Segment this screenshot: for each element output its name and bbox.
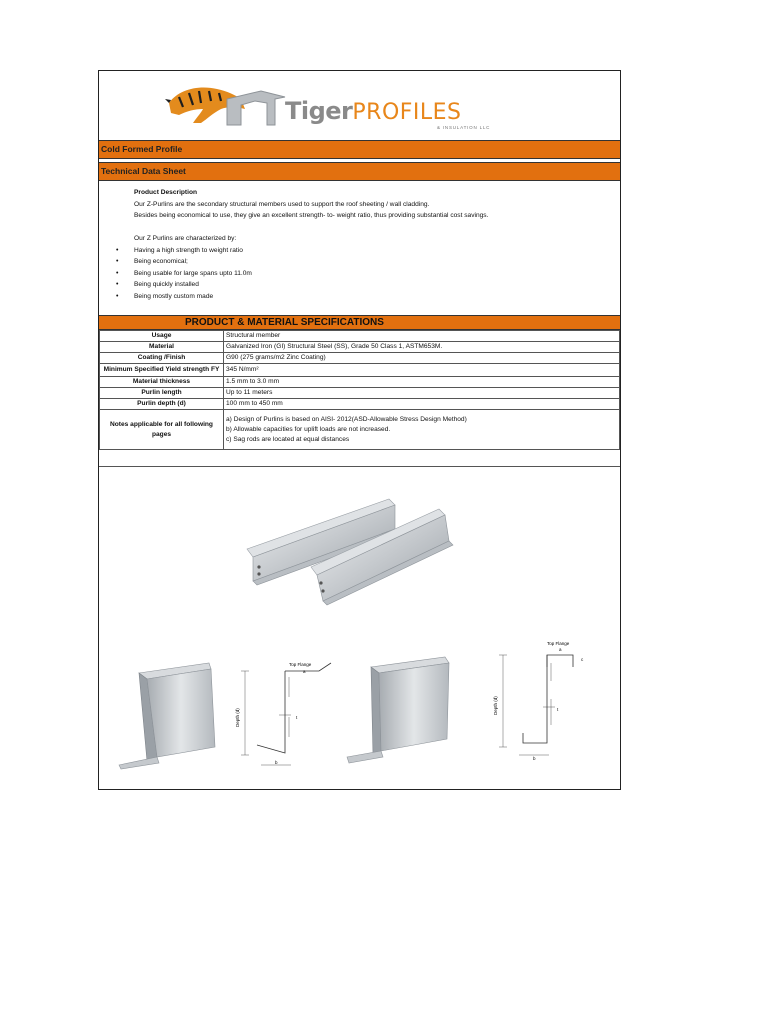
subtitle-bar: Technical Data Sheet <box>99 162 620 181</box>
specifications-heading-text: PRODUCT & MATERIAL SPECIFICATIONS <box>185 317 384 328</box>
note-item: a) Design of Purlins is based on AISI- 2012(ASD-Allowable Stress Design Method) <box>226 415 467 423</box>
list-item: • Being usable for large spans upto 11.0m <box>134 268 604 280</box>
spec-value: Galvanized Iron (GI) Structural Steel (SS), Grade 50 Class 1, ASTM653M. <box>224 342 620 353</box>
spec-label: Usage <box>100 331 224 342</box>
table-row <box>100 331 620 342</box>
table-row <box>100 364 620 377</box>
spec-label: Material thickness <box>100 377 224 388</box>
purlin-drawings <box>99 467 620 792</box>
tiger-logo-icon <box>165 79 295 135</box>
z-purlin-render-2 <box>347 657 449 763</box>
description-line: Our Z-Purlins are the secondary structural members used to support the roof sheeting / wall cladding. <box>134 200 430 208</box>
note-item: b) Allowable capacities for uplift loads are not increased. <box>226 425 391 433</box>
spec-label: Material <box>100 342 224 353</box>
z-section-drawing-1 <box>241 663 331 765</box>
title-bar: Cold Formed Profile <box>99 140 620 159</box>
table-row <box>100 410 620 450</box>
table-row <box>100 399 620 410</box>
list-item: • Being quickly installed <box>134 279 604 291</box>
brand-name <box>285 97 462 125</box>
feature-list <box>134 245 604 303</box>
brand-tagline: & INSULATION LLC <box>437 125 491 130</box>
brand-profiles-text: PROFILES <box>352 100 462 125</box>
list-item: • Being economical; <box>134 256 604 268</box>
characterized-intro: Our Z Purlins are characterized by: <box>134 235 237 242</box>
specifications-heading <box>99 315 620 330</box>
table-row <box>100 388 620 399</box>
dim-b-label: b <box>275 760 278 765</box>
dim-a-label: a <box>303 669 306 674</box>
dim-t-label: t <box>557 707 559 712</box>
product-description <box>134 187 604 302</box>
spec-value: Up to 11 meters <box>224 388 620 399</box>
brand-tiger-text: Tiger <box>285 97 353 125</box>
note-item: c) Sag rods are located at equal distances <box>226 435 350 443</box>
spec-value: 1.5 mm to 3.0 mm <box>224 377 620 388</box>
notes-label: Notes applicable for all following pages <box>100 410 224 450</box>
spec-value: G90 (275 grams/m2 Zinc Coating) <box>224 353 620 364</box>
description-line: Besides being economical to use, they give an excellent strength- to- weight ratio, thus providing substantial cost savings. <box>134 212 489 219</box>
table-row <box>100 342 620 353</box>
spec-label: Minimum Specified Yield strength FY <box>100 364 224 377</box>
depth-label: Depth (d) <box>493 696 498 715</box>
company-logo <box>165 79 495 135</box>
dim-c-label: c <box>581 657 584 662</box>
specifications-table <box>99 330 620 450</box>
dim-b-label: b <box>533 756 536 761</box>
top-flange-label: Top Flange <box>289 662 312 667</box>
description-heading: Product Description <box>134 189 198 196</box>
table-row <box>100 377 620 388</box>
spec-label: Purlin depth (d) <box>100 399 224 410</box>
list-item: • Having a high strength to weight ratio <box>134 245 604 257</box>
list-item: • Being mostly custom made <box>134 291 604 303</box>
dim-a-label: a <box>559 647 562 652</box>
depth-label: Depth (d) <box>235 708 240 727</box>
notes-cell <box>224 410 620 450</box>
spec-label: Coating /Finish <box>100 353 224 364</box>
purlin-figures <box>99 466 620 792</box>
data-sheet <box>98 70 621 790</box>
table-row <box>100 353 620 364</box>
dim-t-label: t <box>296 715 298 720</box>
z-section-drawing-2 <box>499 655 573 755</box>
spec-value: 100 mm to 450 mm <box>224 399 620 410</box>
spec-label: Purlin length <box>100 388 224 399</box>
z-purlin-render-1 <box>119 663 215 769</box>
spec-value: 345 N/mm² <box>224 364 620 377</box>
top-flange-label: Top Flange <box>547 641 570 646</box>
spec-value: Structural member <box>224 331 620 342</box>
